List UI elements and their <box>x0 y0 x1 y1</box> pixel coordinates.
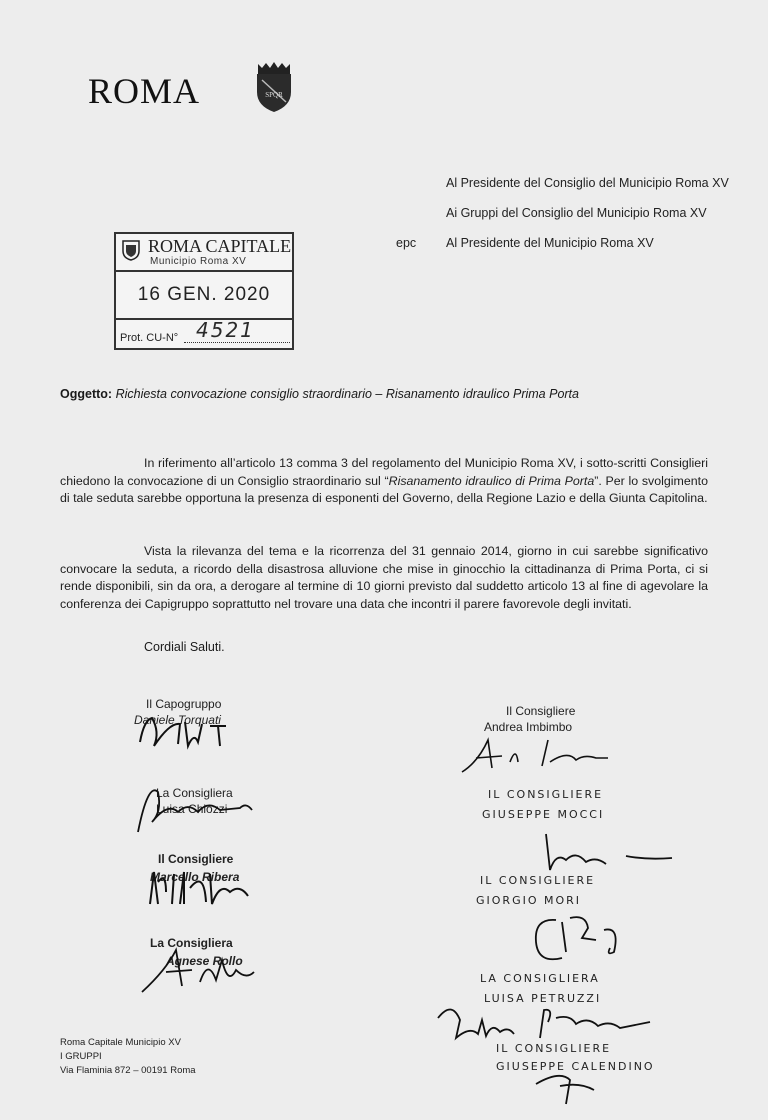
subject-label: Oggetto: <box>60 387 113 401</box>
crest-text: SPQR <box>265 91 283 99</box>
roma-logo-text: ROMA <box>88 71 201 111</box>
sig-left-3-name: Marcello Ribera <box>150 870 240 884</box>
signature-rollo <box>136 930 276 1000</box>
signature-imbimbo <box>458 732 618 778</box>
protocol-stamp <box>114 232 294 350</box>
stamp-date: 16 GEN. 2020 <box>116 272 292 320</box>
sig-right-5-role: IL CONSIGLIERE <box>496 1042 612 1055</box>
sig-right-2-role: IL CONSIGLIERE <box>488 788 604 801</box>
sig-left-4-name: Agnese Rollo <box>166 954 243 968</box>
stamp-title: ROMA CAPITALE <box>148 236 292 256</box>
subject-text: Richiesta convocazione consiglio straordinario – Risanamento idraulico Prima Porta <box>115 387 579 401</box>
footer-line-1: Roma Capitale Municipio XV <box>60 1037 181 1048</box>
addressee-line-1: Al Presidente del Consiglio del Municipio Roma XV <box>446 176 729 190</box>
closing-greeting: Cordiali Saluti. <box>144 640 225 654</box>
sig-right-3-name: GIORGIO MORI <box>476 894 582 907</box>
addressee-line-2: Ai Gruppi del Consiglio del Municipio Roma XV <box>446 206 707 220</box>
body-p1-a: In riferimento all’articolo 13 comma 3 del regolamento del Municipio Roma XV, i sotto-scritti Consiglieri chiedono la convocazione di un Consiglio straordinario sul “ <box>60 456 708 488</box>
sig-left-2-role: La Consigliera <box>156 786 233 800</box>
sig-left-1-role: Il Capogruppo <box>146 697 222 711</box>
stamp-prot-label: Prot. CU-N° <box>120 332 179 344</box>
signature-mori <box>526 908 636 968</box>
signature-calendino <box>530 1066 610 1110</box>
sig-left-3-role: Il Consigliere <box>158 852 234 866</box>
body-paragraph-2 <box>60 543 708 613</box>
stamp-subtitle: Municipio Roma XV <box>150 256 247 267</box>
body-paragraph-1 <box>60 455 708 508</box>
sig-right-1-name: Andrea Imbimbo <box>484 720 573 734</box>
signature-petruzzi <box>430 998 660 1048</box>
footer-line-2: I GRUPPI <box>60 1051 102 1062</box>
roma-crest-icon <box>254 60 294 114</box>
body-p2: Vista la rilevanza del tema e la ricorrenza del 31 gennaio 2014, giorno in cui sarebbe significativo convocare la seduta, a ricordo della disastrosa alluvione che mise in ginocchio la cittadinanza di Prima Porta, ci si rende disponibili, sin da ora, a derogare al termine di 10 giorni previsto dal suddetto articolo 13 al fine di agevolare la conferenza dei Capigruppo soprattutto nel trovare una data che incontri il parere favorevole degli invitati. <box>60 544 708 611</box>
stamp-crest-icon <box>122 239 140 261</box>
sig-left-2-name: Luisa Chiozzi <box>156 802 228 816</box>
stamp-prot-number: 4521 <box>196 318 255 342</box>
sig-right-1-role: Il Consigliere <box>506 704 576 718</box>
sig-right-4-name: LUISA PETRUZZI <box>484 992 602 1005</box>
signature-torquati <box>130 712 250 752</box>
stamp-dotted-line <box>184 342 290 343</box>
body-p1-italic: Risanamento idraulico di Prima Porta <box>388 473 595 488</box>
subject-line <box>60 387 579 401</box>
footer-line-3: Via Flaminia 872 – 00191 Roma <box>60 1065 196 1076</box>
sig-left-1-name: Daniele Torquati <box>134 713 221 727</box>
signature-mocci <box>536 830 686 878</box>
signature-ribera <box>144 862 264 912</box>
sig-right-2-name: GIUSEPPE MOCCI <box>482 808 605 821</box>
addressee-line-3: Al Presidente del Municipio Roma XV <box>446 236 654 250</box>
epc-label: epc <box>396 236 417 250</box>
sig-right-5-name: GIUSEPPE CALENDINO <box>496 1060 655 1073</box>
signature-chiozzi <box>128 772 268 842</box>
body-p1-b: ”. Per lo svolgimento di tale seduta sarebbe opportuna la presenza di esponenti del Governo, della Regione Lazio e della Giunta Capitolina. <box>60 473 708 505</box>
footer-address <box>60 1036 196 1078</box>
sig-right-4-role: LA CONSIGLIERA <box>480 972 600 985</box>
sig-right-3-role: IL CONSIGLIERE <box>480 874 596 887</box>
sig-left-4-role: La Consigliera <box>150 936 233 950</box>
